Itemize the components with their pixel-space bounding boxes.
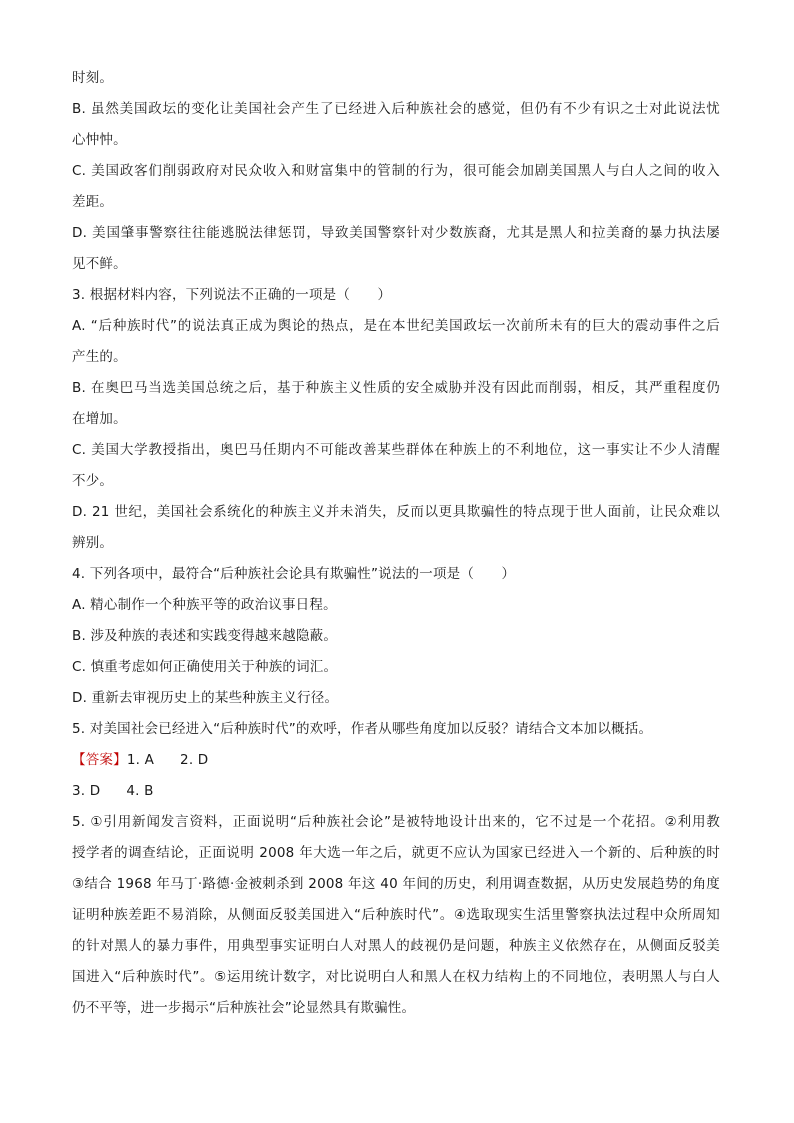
- answer-4: 4. B: [126, 783, 154, 799]
- question-3-option-d: D. 21 世纪，美国社会系统化的种族主义并未消失，反而以更具欺骗性的特点现于世人面前，让民众难以: [72, 504, 720, 520]
- question-4-option-c: C. 慎重考虑如何正确使用关于种族的词汇。: [72, 659, 338, 675]
- text-line: B. 虽然美国政坛的变化让美国社会产生了已经进入后种族社会的感觉，但仍有不少有识之士对此说法忧: [72, 101, 720, 117]
- question-3-option-a: A. “后种族时代”的说法真正成为舆论的热点，是在本世纪美国政坛一次前所未有的巨大的震动事件之后: [72, 318, 720, 334]
- text-line: C. 美国政客们削弱政府对民众收入和财富集中的管制的行为，很可能会加剧美国黑人与白人之间的收入: [72, 163, 720, 179]
- question-3-stem: 3. 根据材料内容，下列说法不正确的一项是（ ）: [72, 287, 392, 303]
- question-5-stem: 5. 对美国社会已经进入“后种族时代”的欢呼，作者从哪些角度加以反驳？请结合文本加以概括。: [72, 721, 653, 737]
- text-line: 产生的。: [72, 349, 127, 365]
- question-3-option-b: B. 在奥巴马当选美国总统之后，基于种族主义性质的安全威胁并没有因此而削弱，相反，其严重程度仍: [72, 380, 720, 396]
- answer-3: 3. D: [72, 783, 101, 799]
- answer-1: 1. A: [126, 752, 155, 768]
- text-line: 差距。: [72, 194, 114, 210]
- text-line: D. 美国肇事警察往往能逃脱法律惩罚，导致美国警察针对少数族裔，尤其是黑人和拉美裔的暴力执法屡: [72, 225, 720, 241]
- answer-line-2: [72, 776, 720, 807]
- answer-2: 2. D: [180, 752, 209, 768]
- answer-tag: 【答案】: [72, 752, 127, 768]
- answer-5-line: 授学者的调查结论，正面说明 2008 年大选一年之后，就更不应认为国家已经进入一个新的、后种族的时: [72, 845, 720, 861]
- text-line: 心忡忡。: [72, 132, 127, 148]
- answer-5-line: 证明种族差距不易消除，从侧面反驳美国进入“后种族时代”。④选取现实生活里警察执法过程中众所周知: [72, 907, 720, 923]
- answer-5-line: 仍不平等，进一步揭示“后种族社会”论显然具有欺骗性。: [72, 1000, 416, 1016]
- answer-5-line: 的针对黑人的暴力事件，用典型事实证明白人对黑人的歧视仍是问题，种族主义依然存在，从侧面反驳美: [72, 938, 720, 954]
- answer-line-1: [72, 745, 720, 776]
- question-4-option-b: B. 涉及种族的表述和实践变得越来越隐蔽。: [72, 628, 338, 644]
- text-line: 辨别。: [72, 535, 114, 551]
- text-line: 时刻。: [72, 70, 114, 86]
- text-line: 见不鲜。: [72, 256, 127, 272]
- text-line: 不少。: [72, 473, 114, 489]
- answer-5-line: 5. ①引用新闻发言资料，正面说明“后种族社会论”是被特地设计出来的，它不过是一个花招。②利用教: [72, 814, 720, 830]
- question-3-option-c: C. 美国大学教授指出，奥巴马任期内不可能改善某些群体在种族上的不利地位，这一事实让不少人清醒: [72, 442, 720, 458]
- question-4-stem: 4. 下列各项中，最符合“后种族社会论具有欺骗性”说法的一项是（ ）: [72, 566, 516, 582]
- question-4-option-d: D. 重新去审视历史上的某些种族主义行径。: [72, 690, 339, 706]
- answer-5-line: ③结合 1968 年马丁·路德·金被刺杀到 2008 年这 40 年间的历史，利用调查数据，从历史发展趋势的角度: [72, 876, 720, 892]
- question-4-option-a: A. 精心制作一个种族平等的政治议事日程。: [72, 597, 337, 613]
- document-body: [72, 63, 720, 1024]
- answer-5-line: 国进入“后种族时代”。⑤运用统计数字，对比说明白人和黑人在权力结构上的不同地位，表明黑人与白人: [72, 969, 720, 985]
- text-line: 在增加。: [72, 411, 127, 427]
